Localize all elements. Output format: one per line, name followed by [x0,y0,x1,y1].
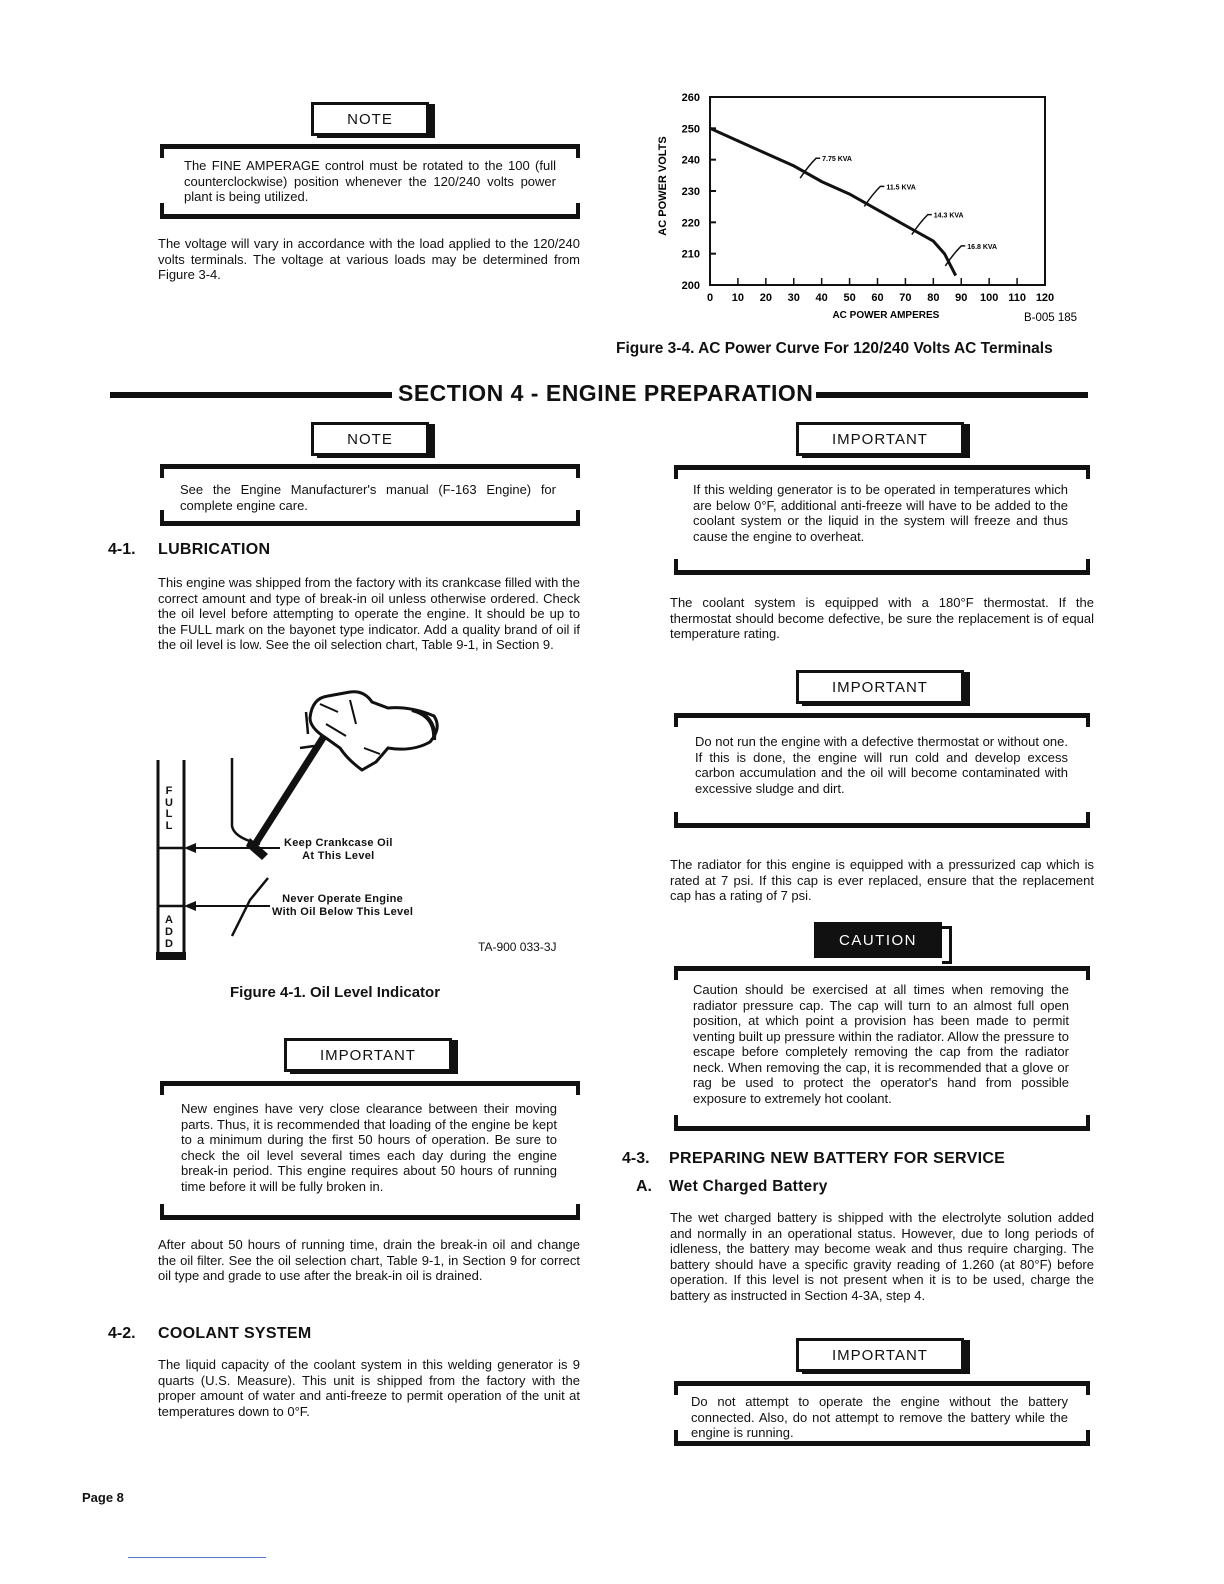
callout-top-rule [674,966,1090,971]
important-tab: IMPORTANT [796,422,964,456]
ac-power-curve-chart [640,90,1110,335]
lubrication-heading: LUBRICATION [158,541,271,558]
never-operate-label-line: With Oil Below This Level [272,906,414,918]
add-letter: A [165,914,173,926]
callout-tick [1086,966,1090,980]
figure-4-1-caption: Figure 4-1. Oil Level Indicator [230,984,441,1001]
coolant-paragraph: The liquid capacity of the coolant system in this welding generator is 9 quarts (U.S. Measure). This unit is shipped from the factory with the proper amount of water and anti-freeze to permit operation of the unit at temperatures down to 0°F. [158,1357,580,1419]
x-tick-label: 50 [843,292,856,304]
important-tab: IMPORTANT [796,1338,964,1372]
important-body: If this welding generator is to be operated in temperatures which are below 0°F, additional anti-freeze will have to be added to the coolant system or the liquid in the system will freeze and thus cause the engine to overheat. [693,482,1068,544]
radiator-paragraph: The radiator for this engine is equipped with a pressurized cap which is rated at 7 psi. If this cap is ever replaced, ensure that the replacement cap has a rating of 7 psi. [670,857,1094,903]
x-tick-label: 10 [731,292,745,304]
x-axis-title: AC POWER AMPERES [832,310,940,321]
footer-rule [128,1557,266,1558]
full-marker-letters [163,786,175,832]
callout-bottom-rule [674,823,1090,828]
callout-tick [160,464,164,478]
callout-tick [1086,1381,1090,1395]
plot-frame [710,97,1045,285]
battery-sub-heading: Wet Charged Battery [669,1178,828,1195]
figure-3-4-caption: Figure 3-4. AC Power Curve For 120/240 Volts AC Terminals [616,340,1053,357]
add-letter: D [165,926,173,938]
x-tick-label: 120 [1035,292,1055,304]
y-tick-label: 260 [681,92,700,104]
y-tick-label: 200 [681,280,700,292]
page-number: Page 8 [82,1490,124,1505]
keep-level-label-line: Keep Crankcase Oil [284,837,393,849]
callout-bottom-rule [160,214,580,219]
important-body: Do not attempt to operate the engine without the battery connected. Also, do not attempt to remove the battery while the engine is running. [691,1394,1068,1440]
important-body: Do not run the engine with a defective thermostat or without one. If this is done, the engine will run cold and develop excess carbon accumulation and the oil will become contaminated with excessive sludge and dirt. [695,734,1068,796]
note-tab: NOTE [311,422,429,456]
battery-number: 4-3. [622,1150,650,1167]
power-curve-line [710,128,956,275]
important-tab: IMPORTANT [284,1038,452,1072]
callout-tick [1086,465,1090,479]
kva-label: 16.8 KVA [967,243,998,251]
callout-top-rule [160,1081,580,1086]
callout-bottom-rule [674,1441,1090,1446]
x-tick-label: 30 [787,292,800,304]
add-letter: D [165,938,173,950]
kva-label: 7.75 KVA [822,156,852,164]
callout-top-rule [160,144,580,149]
battery-heading: PREPARING NEW BATTERY FOR SERVICE [669,1150,1006,1167]
note-body: See the Engine Manufacturer's manual (F-163 Engine) for complete engine care. [180,482,556,513]
lubrication-paragraph: This engine was shipped from the factory with its crankcase filled with the correct amount and type of break-in oil unless otherwise ordered. Check the oil level before attempting to operate the engine. It should be up to the FULL mark on the bayonet type indicator. Add a quality brand of oil if the oil level is low. See the oil selection chart, Table 9-1, in Section 9. [158,575,580,652]
note-tab: NOTE [311,102,429,136]
x-tick-label: 60 [871,292,884,304]
full-letter: L [165,808,173,820]
caution-tab-shadow [942,926,952,964]
callout-tick [576,1081,580,1095]
oil-level-indicator-illustration [150,688,590,968]
coolant-number: 4-2. [108,1325,136,1342]
callout-tick [674,465,678,479]
thermostat-paragraph: The coolant system is equipped with a 180°F thermostat. If the thermostat should become defective, be sure the replacement is of equal temperature rating. [670,595,1094,641]
caution-body: Caution should be exercised at all times when removing the radiator pressure cap. The cap will turn to an almost full open position, at which point a provision has been made to permit venting built up pressure within the radiator. Allow the pressure to escape before completely removing the cap from the radiator neck. When removing the cap, it is recommended that a glove or rag be used to protect the operator's hand from possible exposure to extremely hot coolant. [693,982,1069,1106]
y-tick-label: 250 [681,123,700,136]
callout-tick [674,713,678,727]
figure-3-4-ref: B-005 185 [1024,312,1078,324]
coolant-heading: COOLANT SYSTEM [158,1325,312,1342]
callout-tick [674,1381,678,1395]
never-operate-label-line: Never Operate Engine [282,893,404,905]
y-tick-label: 210 [681,248,700,261]
callout-tick [576,144,580,158]
note-body: The FINE AMPERAGE control must be rotated to the 100 (full counterclockwise) position whenever the 120/240 volts power plant is being utilized. [184,158,556,204]
full-letter: L [165,819,173,832]
x-tick-label: 110 [1008,292,1026,304]
callout-bottom-rule [160,521,580,526]
y-tick-label: 230 [681,186,700,198]
section-title: SECTION 4 - ENGINE PREPARATION [398,380,814,406]
caution-tab: CAUTION [814,922,942,958]
callout-bottom-rule [674,1126,1090,1131]
callout-top-rule [674,465,1090,470]
battery-paragraph: The wet charged battery is shipped with the electrolyte solution added and normally in an operational status. However, due to long periods of idleness, the battery may become weak and thus require charging. The battery should have a specific gravity reading of 1.260 (at 80°F) before operation. If this level is not present when it is to be used, charge the battery as instructed in Section 4-3A, step 4. [670,1210,1094,1303]
x-tick-label: 20 [759,292,772,304]
never-operate-label [272,893,413,919]
figure-4-1-ref: TA-900 033-3J [478,940,557,954]
callout-tick [576,464,580,478]
after-50-hours-paragraph: After about 50 hours of running time, drain the break-in oil and change the oil filter. See the oil selection chart, Table 9-1, in Section 9 for correct oil type and grade to use after the break-in oil is drained. [158,1237,580,1283]
keep-level-label-line: At This Level [302,850,375,862]
y-tick-label: 220 [681,217,700,230]
important-tab: IMPORTANT [796,670,964,704]
full-letter: U [165,796,173,809]
keep-level-label [284,837,393,863]
section-bar-right [816,392,1088,398]
section-bar-left [110,392,392,398]
kva-label: 14.3 KVA [933,212,964,220]
callout-tick [160,1081,164,1095]
x-tick-label: 100 [979,292,999,304]
y-tick-label: 240 [681,154,700,167]
callout-tick [160,144,164,158]
callout-bottom-rule [160,1215,580,1220]
x-tick-label: 70 [899,292,912,304]
x-tick-label: 40 [815,292,828,304]
kva-label: 11.5 KVA [886,184,916,192]
important-body: New engines have very close clearance between their moving parts. Thus, it is recommended that loading of the engine be kept to a minimum during the first 50 hours of operation. Be sure to check the oil level several times each day during the engine break-in period. This engine requires about 50 hours of running time before it will be fully broken in. [181,1101,557,1194]
x-tick-label: 80 [927,292,940,304]
callout-top-rule [160,464,580,469]
callout-bottom-rule [674,570,1090,575]
voltage-paragraph: The voltage will vary in accordance with the load applied to the 120/240 volts terminals. The voltage at various loads may be determined from Figure 3-4. [158,236,580,282]
full-letter: F [165,785,173,797]
callout-top-rule [674,1381,1090,1386]
battery-sub-letter: A. [636,1178,652,1195]
x-tick-label: 0 [706,292,714,304]
add-marker-letters [163,914,175,950]
x-tick-label: 90 [955,292,968,304]
callout-top-rule [674,713,1090,718]
lubrication-number: 4-1. [108,541,136,558]
y-axis-title: AC POWER VOLTS [657,136,669,236]
callout-tick [1086,713,1090,727]
callout-tick [674,966,678,980]
